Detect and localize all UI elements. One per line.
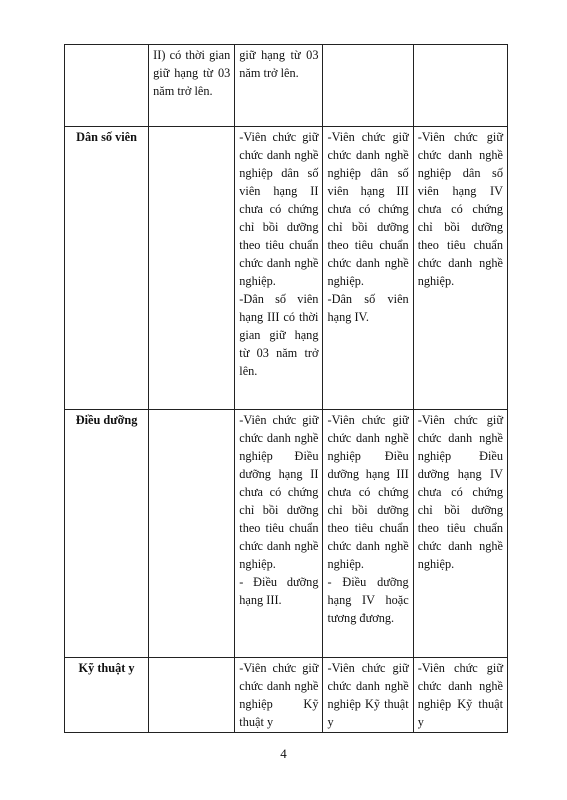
cell-col4 — [323, 658, 413, 733]
cell-col3 — [235, 658, 323, 733]
table-row — [65, 127, 508, 410]
cell-text: -Viên chức giữ chức danh nghề nghiệp Kỹ thuật y — [239, 661, 319, 729]
row-label-cell — [65, 658, 149, 733]
cell-col3 — [235, 410, 323, 658]
table-row — [65, 45, 508, 127]
cell-col4 — [323, 45, 413, 127]
cell-text: II) có thời gian giữ hạng từ 03 năm trở lên. — [153, 48, 231, 98]
row-label-cell — [65, 45, 149, 127]
cell-text: -Viên chức giữ chức danh nghề nghiệp dân số viên hạng IV chưa có chứng chỉ bồi dưỡng theo tiêu chuẩn chức danh nghề nghiệp. — [417, 130, 503, 288]
page-number: 4 — [280, 746, 287, 761]
row-label-cell — [65, 410, 149, 658]
table-row — [65, 658, 508, 733]
cell-text: -Viên chức giữ chức danh nghề nghiệp dân số viên hạng III chưa có chứng chỉ bồi dưỡng theo tiêu chuẩn chức danh nghề nghiệp. — [327, 130, 409, 288]
cell-text: -Viên chức giữ chức danh nghề nghiệp Kỹ thuật y — [327, 661, 409, 729]
cell-col2 — [149, 127, 235, 410]
cell-text: -Dân số viên hạng IV. — [327, 292, 409, 324]
cell-col2 — [149, 410, 235, 658]
row-label: Kỹ thuật y — [78, 661, 135, 675]
cell-text: giữ hạng từ 03 năm trở lên. — [239, 48, 319, 80]
cell-col5 — [413, 658, 507, 733]
cell-col5 — [413, 127, 507, 410]
cell-col2 — [149, 658, 235, 733]
row-label-cell — [65, 127, 149, 410]
cell-col4 — [323, 410, 413, 658]
cell-text: -Viên chức giữ chức danh nghề nghiệp Điều dưỡng hạng IV chưa có chứng chỉ bồi dưỡng theo tiêu chuẩn chức danh nghề nghiệp. — [417, 413, 503, 571]
cell-col2 — [149, 45, 235, 127]
table-row — [65, 410, 508, 658]
cell-text: -Dân số viên hạng III có thời gian giữ hạng từ 03 năm trở lên. — [239, 292, 319, 378]
cell-text: -Viên chức giữ chức danh nghề nghiệp Điều dưỡng hạng II chưa có chứng chỉ bồi dưỡng theo tiêu chuẩn chức danh nghề nghiệp. — [239, 413, 319, 571]
cell-col5 — [413, 45, 507, 127]
cell-col4 — [323, 127, 413, 410]
requirements-table — [64, 44, 508, 733]
cell-text: -Viên chức giữ chức danh nghề nghiệp Điều dưỡng hạng III chưa có chứng chỉ bồi dưỡng theo tiêu chuẩn chức danh nghề nghiệp. — [327, 413, 409, 571]
row-label: Dân số viên — [76, 130, 137, 144]
cell-text: - Điều dưỡng hạng IV hoặc tương đương. — [327, 575, 409, 625]
cell-col3 — [235, 45, 323, 127]
row-label: Điều dưỡng — [75, 413, 138, 427]
cell-col3 — [235, 127, 323, 410]
cell-text: -Viên chức giữ chức danh nghề nghiệp Kỹ thuật y — [417, 661, 503, 729]
cell-text: -Viên chức giữ chức danh nghề nghiệp dân số viên hạng II chưa có chứng chỉ bồi dưỡng theo tiêu chuẩn chức danh nghề nghiệp. — [239, 130, 319, 288]
cell-col5 — [413, 410, 507, 658]
cell-text: - Điều dưỡng hạng III. — [239, 575, 319, 607]
